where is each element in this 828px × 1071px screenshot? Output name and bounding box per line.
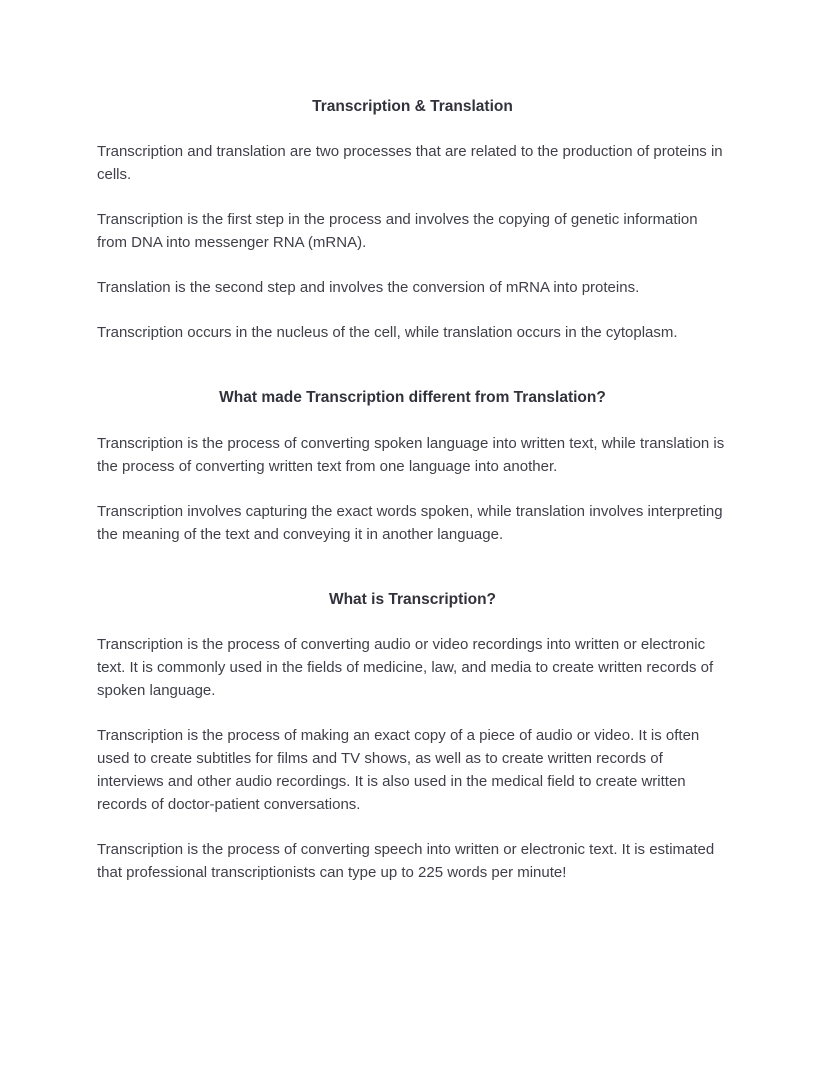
paragraph: Transcription is the process of converting audio or video recordings into written or electronic text. It is commonly used in the fields of medicine, law, and media to create written records of spoken language. bbox=[97, 636, 714, 700]
paragraph: Transcription and translation are two processes that are related to the production of proteins in cells. bbox=[97, 143, 723, 184]
paragraph: Transcription is the process of converting spoken language into written text, while translation is the process of converting written text from one language into another. bbox=[97, 434, 725, 475]
section-difference bbox=[97, 387, 728, 545]
paragraph: Transcription is the process of making an exact copy of a piece of audio or video. It is often used to create subtitles for films and TV shows, as well as to create written records of interviews and other audio recordings. It is also used in the medical field to create written records of doctor-patient conversations. bbox=[97, 727, 700, 814]
paragraph: Transcription is the process of converting speech into written or electronic text. It is estimated that professional transcriptionists can type up to 225 words per minute! bbox=[97, 841, 715, 882]
paragraph: Transcription involves capturing the exact words spoken, while translation involves interpreting the meaning of the text and conveying it in another language. bbox=[97, 502, 723, 543]
section-transcription-translation bbox=[97, 96, 728, 344]
paragraph: Transcription is the first step in the process and involves the copying of genetic information from DNA into messenger RNA (mRNA). bbox=[97, 211, 698, 252]
document-content bbox=[97, 96, 728, 884]
section-heading: Transcription & Translation bbox=[312, 98, 513, 115]
section-heading: What made Transcription different from Translation? bbox=[219, 389, 606, 407]
section-heading: What is Transcription? bbox=[328, 590, 497, 608]
paragraph: Transcription occurs in the nucleus of the cell, while translation occurs in the cytoplasm. bbox=[97, 324, 678, 342]
section-what-is-transcription bbox=[97, 589, 728, 884]
paragraph: Translation is the second step and involves the conversion of mRNA into proteins. bbox=[97, 279, 640, 297]
